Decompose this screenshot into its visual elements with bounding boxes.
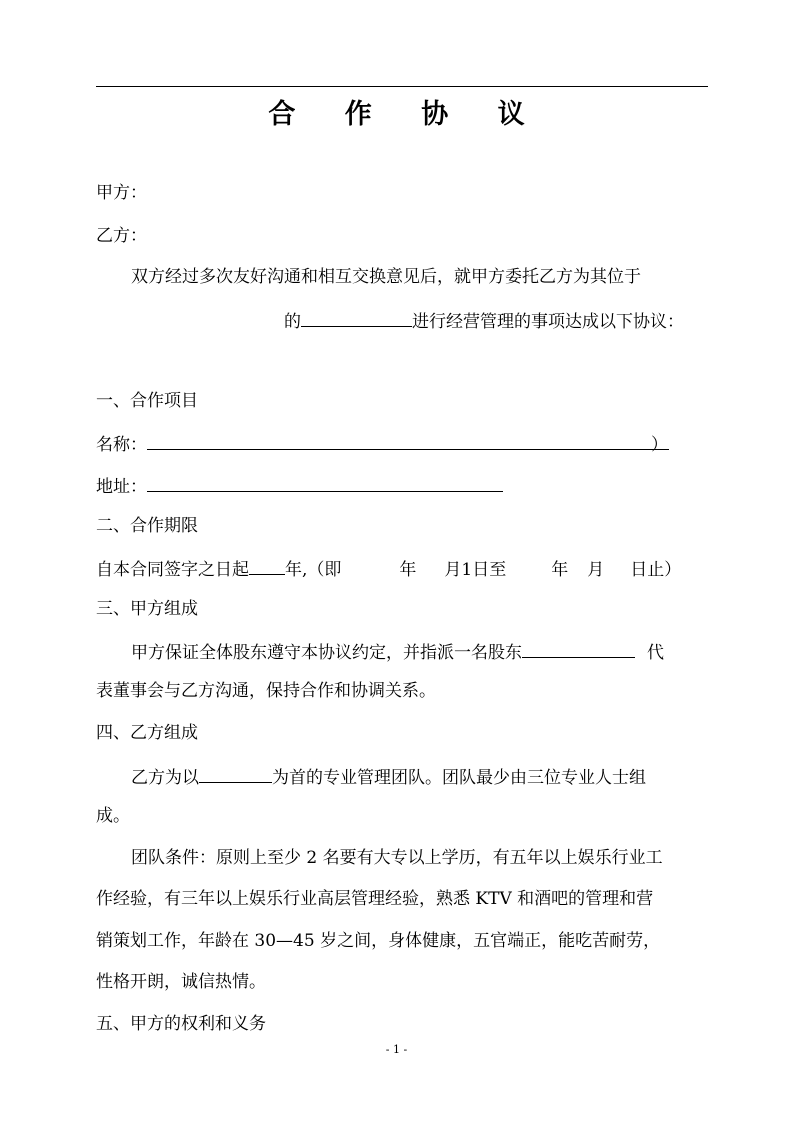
party-b-para-line-2: 成。 [96, 806, 130, 826]
party-a-para-tail: 代 [647, 643, 664, 663]
term-line [96, 556, 681, 581]
intro-line-2-prefix: 的 [284, 312, 301, 332]
address-label: 地址： [96, 477, 147, 497]
name-line [96, 431, 668, 456]
team-conditions-line-2: 作经验，有三年以上娱乐行业高层管理经验，熟悉 KTV 和酒吧的管理和营 [96, 889, 654, 909]
term-years-text: 年,（即 [285, 560, 342, 580]
name-close-paren: ） [651, 435, 668, 455]
party-a-para-line-2: 表董事会与乙方沟通，保持合作和协调关系。 [96, 681, 436, 701]
team-conditions-line-1: 团队条件：原则上至少 2 名要有大专以上学历，有五年以上娱乐行业工 [131, 848, 663, 868]
intro-line-1: 双方经过多次友好沟通和相互交换意见后，就甲方委托乙方为其位于 [131, 267, 641, 287]
party-b-para-suffix: 为首的专业管理团队。团队最少由三位专业人士组 [272, 768, 646, 788]
page-number: - 1 - [385, 1043, 408, 1056]
term-start-text: 自本合同签字之日起 [96, 560, 249, 580]
term-end-day: 日止） [630, 560, 682, 580]
party-b-para-line-1 [131, 764, 646, 789]
term-end-month: 月 [587, 560, 605, 580]
section-1-heading: 一、合作项目 [96, 391, 198, 411]
name-label: 名称： [96, 435, 147, 455]
team-leader-blank[interactable] [199, 764, 272, 783]
team-conditions-line-4: 性格开朗，诚信热情。 [96, 972, 266, 992]
term-end-year: 年 [551, 560, 569, 580]
shareholder-blank[interactable] [522, 639, 635, 658]
intro-line-2 [284, 308, 684, 333]
location-blank[interactable] [301, 308, 412, 327]
party-b-label: 乙方： [96, 226, 147, 246]
term-start-month: 月1日至 [444, 560, 507, 580]
party-a-para-text: 甲方保证全体股东遵守本协议约定，并指派一名股东 [131, 643, 522, 663]
party-a-label: 甲方： [96, 183, 147, 203]
section-3-heading: 三、甲方组成 [96, 599, 198, 619]
party-a-para-line-1 [131, 639, 664, 664]
team-conditions-line-3: 销策划工作，年龄在 30—45 岁之间，身体健康，五官端正，能吃苦耐劳， [96, 931, 661, 951]
document-title: 合 作 协 议 [268, 99, 545, 130]
term-start-year: 年 [399, 560, 417, 580]
address-blank[interactable] [147, 473, 503, 492]
section-2-heading: 二、合作期限 [96, 516, 198, 536]
header-rule [96, 86, 708, 87]
intro-line-2-suffix: 进行经营管理的事项达成以下协议： [412, 312, 684, 332]
section-4-heading: 四、乙方组成 [96, 723, 198, 743]
name-blank[interactable] [147, 431, 669, 450]
term-years-blank[interactable] [249, 556, 285, 575]
section-5-heading: 五、甲方的权利和义务 [96, 1014, 266, 1034]
address-line [96, 473, 503, 498]
party-b-para-prefix: 乙方为以 [131, 768, 199, 788]
